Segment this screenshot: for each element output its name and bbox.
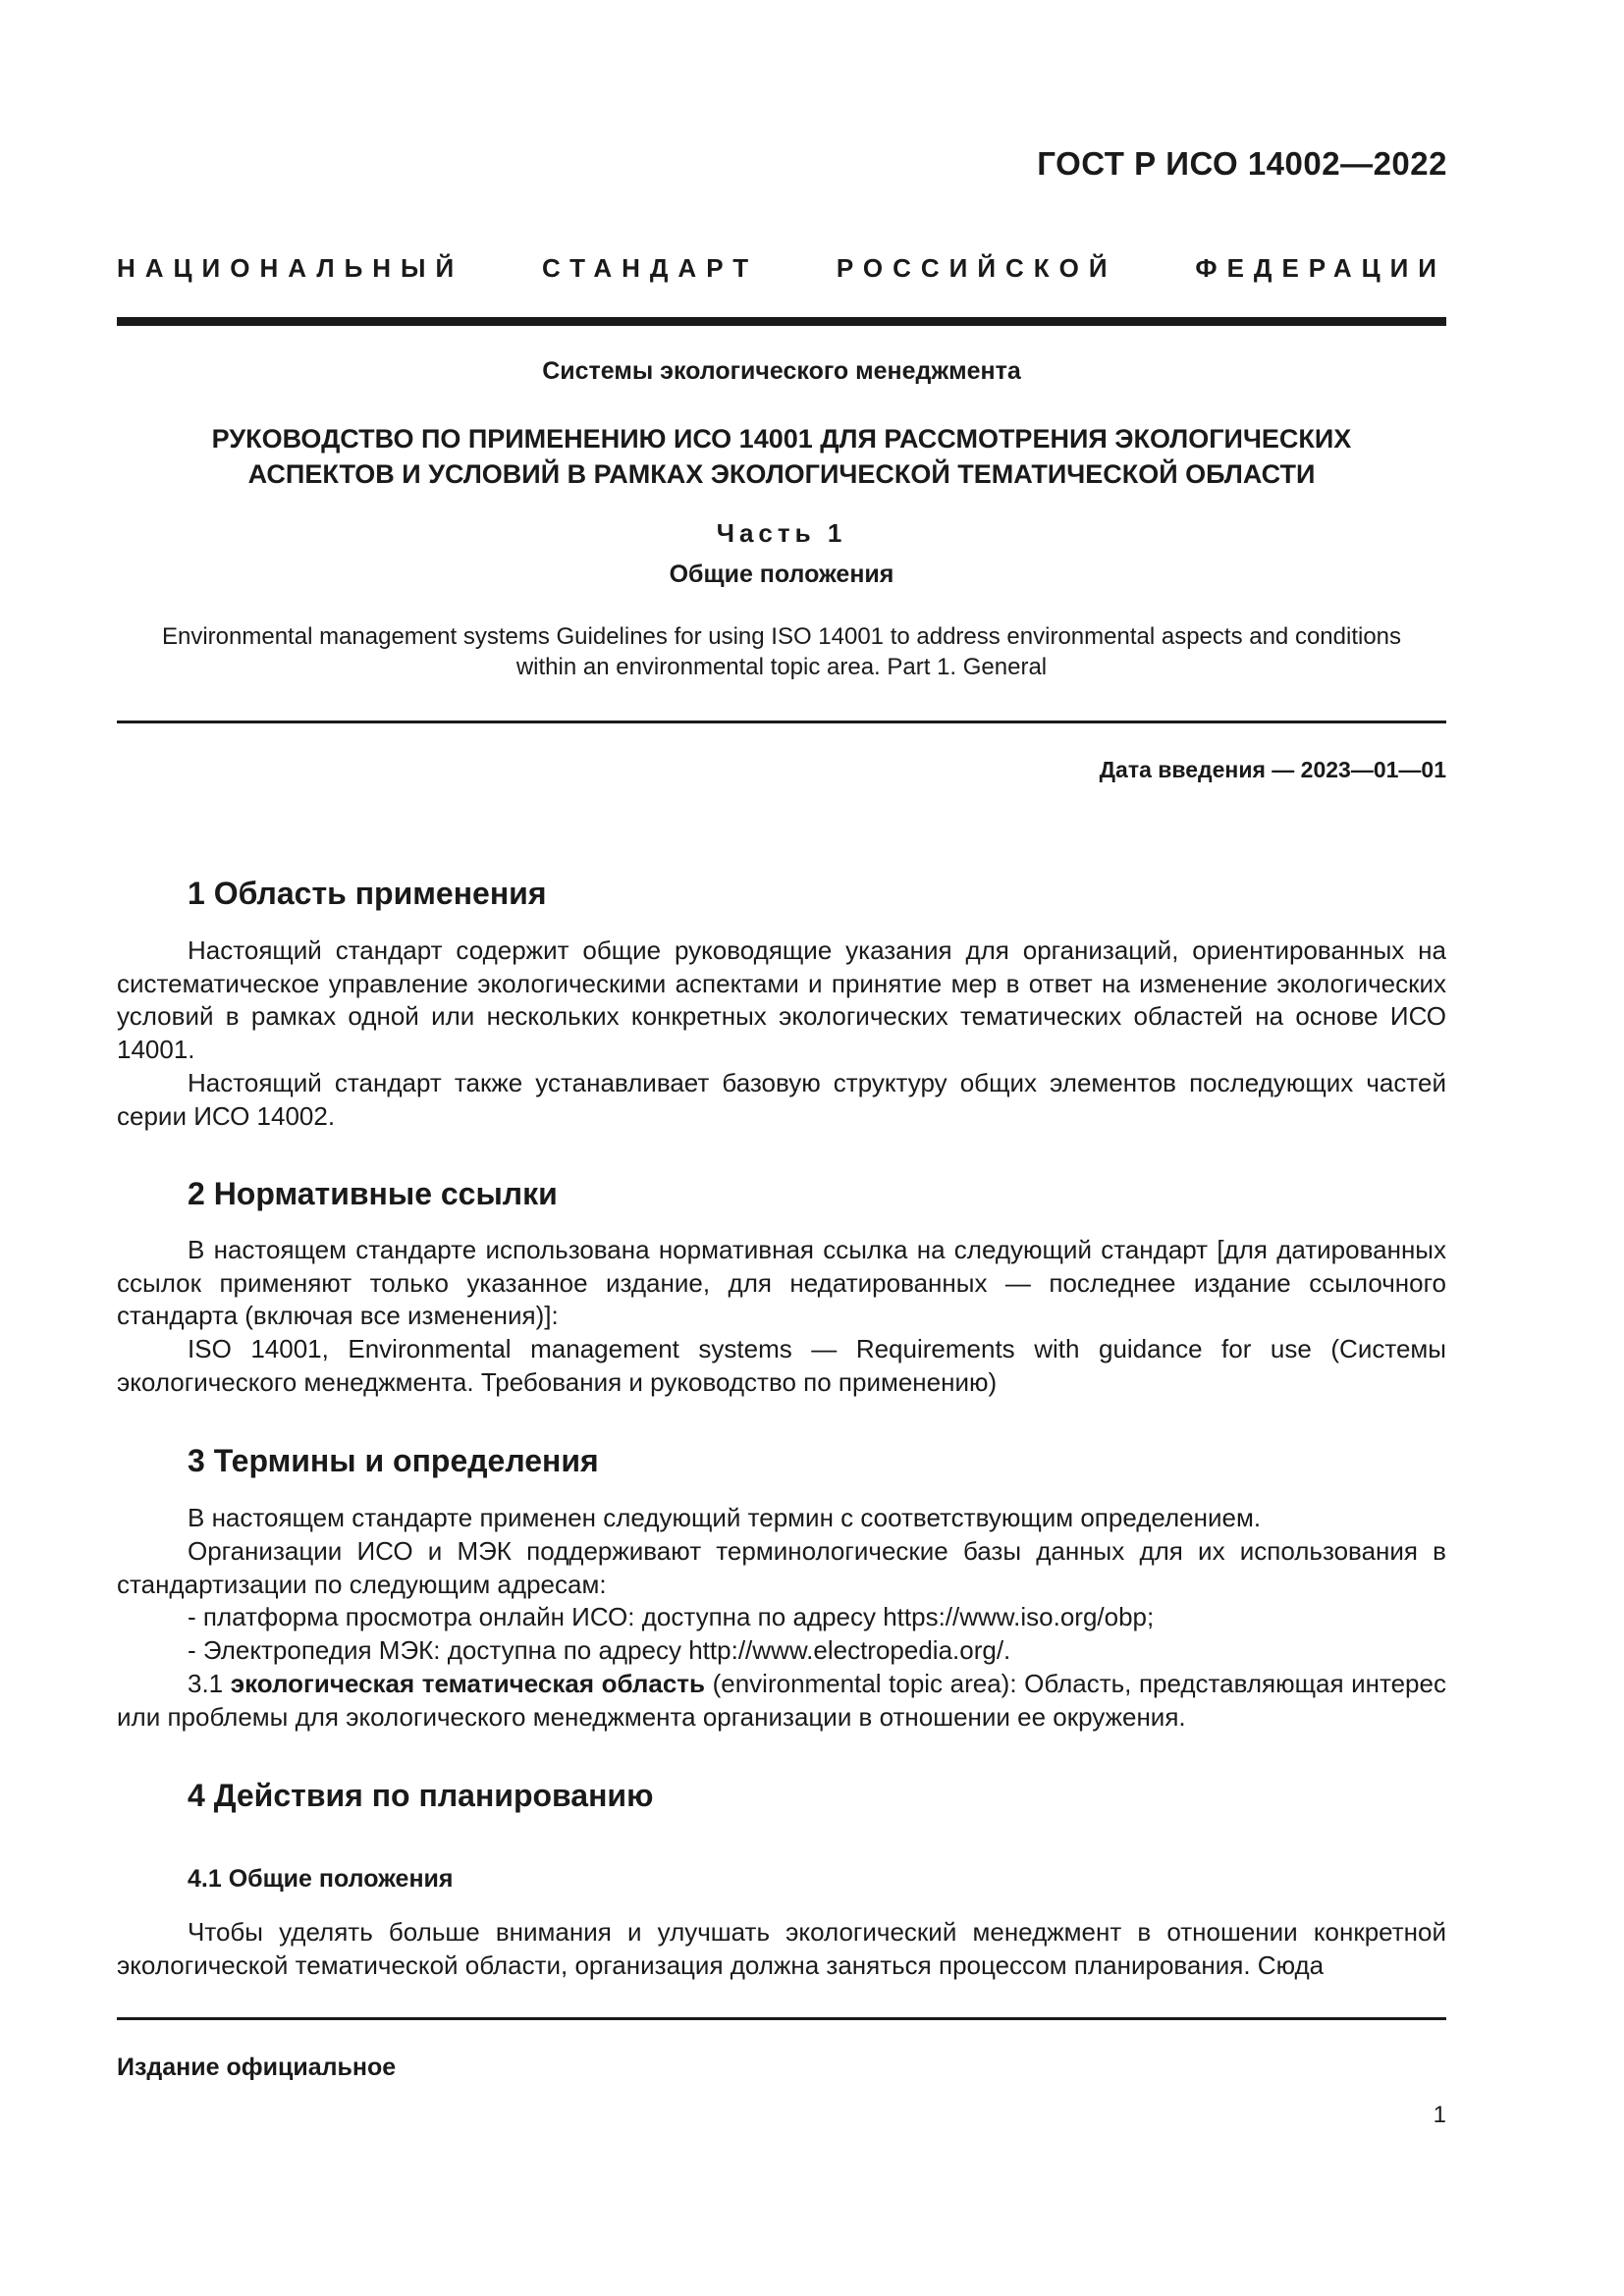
section-4-1-paragraph-1: Чтобы уделять больше внимания и улучшать экологический менеджмент в отношении конкретной экологической тематической области, организация должна заняться процессом планирования. Сюда [117, 1917, 1446, 1980]
footer-rule [117, 2017, 1446, 2020]
national-standard-banner: НАЦИОНАЛЬНЫЙ СТАНДАРТ РОССИЙСКОЙ ФЕДЕРАЦИИ [117, 253, 1446, 283]
header-rule [117, 317, 1446, 326]
section-1-heading: 1 Область применения [188, 876, 547, 911]
document-code: ГОСТ Р ИСО 14002—2022 [1037, 145, 1447, 182]
section-2-heading: 2 Нормативные ссылки [188, 1176, 558, 1211]
term-number: 3.1 [188, 1669, 224, 1698]
title-block-rule [117, 721, 1446, 723]
section-4-1-heading: 4.1 Общие положения [188, 1865, 454, 1893]
english-title-line-2: within an environmental topic area. Part 1. General [515, 654, 1048, 680]
section-3-list-item-2: - Электропедия МЭК: доступна по адресу http://www.electropedia.org/. [188, 1635, 1011, 1665]
section-2-paragraph-1: В настоящем стандарте использована нормативная ссылка на следующий стандарт [для датированных ссылок применяют только указанное издание, для недатированных — последнее издание ссылочного стандарта (включая все изменения)]: [117, 1235, 1446, 1330]
part-subtitle: Общие положения [669, 561, 894, 588]
section-4-heading: 4 Действия по планированию [188, 1778, 654, 1813]
document-title-line-2: АСПЕКТОВ И УСЛОВИЙ В РАМКАХ ЭКОЛОГИЧЕСКОЙ ТЕМАТИЧЕСКОЙ ОБЛАСТИ [247, 459, 1316, 489]
introduction-date: Дата введения — 2023—01—01 [1099, 757, 1446, 782]
section-2-paragraph-2: ISO 14001, Environmental management systems — Requirements with guidance for use (Системы экологического менеджмента. Требования и руководство по применению) [117, 1334, 1446, 1397]
section-3-heading: 3 Термины и определения [188, 1443, 599, 1478]
english-title [117, 621, 1446, 682]
document-title-line-1: РУКОВОДСТВО ПО ПРИМЕНЕНИЮ ИСО 14001 ДЛЯ РАССМОТРЕНИЯ ЭКОЛОГИЧЕСКИХ [211, 424, 1352, 454]
page-number: 1 [1433, 2102, 1446, 2128]
section-3-paragraph-1: В настоящем стандарте применен следующий термин с соответствующим определением. [188, 1503, 1262, 1532]
edition-label: Издание официальное [117, 2054, 397, 2081]
section-1-paragraph-2: Настоящий стандарт также устанавливает базовую структуру общих элементов последующих частей серии ИСО 14002. [117, 1068, 1446, 1131]
term-description: (environmental topic area): Область, представляющая интерес или проблемы для экологического менеджмента организации в отношении ее окружения. [117, 1669, 1446, 1732]
part-label: Часть 1 [716, 518, 847, 548]
series-title: Системы экологического менеджмента [542, 357, 1021, 385]
term-name: экологическая тематическая область [230, 1669, 706, 1698]
section-1-paragraph-1: Настоящий стандарт содержит общие руководящие указания для организаций, ориентированных на систематическое управление экологическими аспектами и принятие мер в ответ на изменение экологических условий в рамках одной или нескольких конкретных экологических тематических областей на основе ИСО 14001. [117, 935, 1446, 1064]
document-title [117, 421, 1446, 492]
english-title-line-1: Environmental management systems Guidelines for using ISO 14001 to address environmental aspects and conditions [161, 623, 1402, 650]
section-3-list-item-1: - платформа просмотра онлайн ИСО: доступна по адресу https://www.iso.org/obp; [188, 1602, 1155, 1631]
term-definition [117, 1668, 1446, 1734]
section-3-paragraph-2: Организации ИСО и МЭК поддерживают терминологические базы данных для их использования в стандартизации по следующим адресам: [117, 1536, 1446, 1599]
